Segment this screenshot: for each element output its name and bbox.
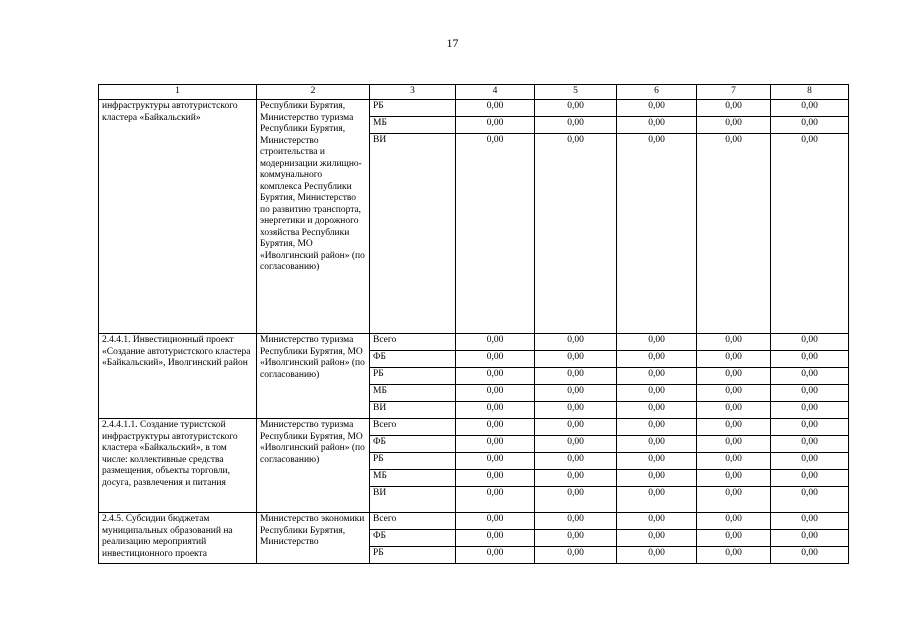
funding-source-cell: РБ [370, 100, 456, 117]
amount-cell: 0,00 [535, 100, 617, 117]
amount-cell: 0,00 [697, 100, 771, 117]
funding-source-cell: ФБ [370, 436, 456, 453]
amount-cell: 0,00 [456, 134, 535, 334]
amount-cell: 0,00 [771, 436, 849, 453]
column-header: 5 [535, 85, 617, 100]
amount-cell: 0,00 [771, 117, 849, 134]
responsible-executor-cell: Министерство туризма Республики Бурятия, МО «Иволгинский район» (по согласованию) [257, 419, 370, 513]
amount-cell: 0,00 [535, 487, 617, 513]
amount-cell: 0,00 [697, 385, 771, 402]
column-header: 7 [697, 85, 771, 100]
amount-cell: 0,00 [697, 513, 771, 530]
amount-cell: 0,00 [456, 530, 535, 547]
funding-source-cell: МБ [370, 385, 456, 402]
amount-cell: 0,00 [771, 334, 849, 351]
amount-cell: 0,00 [456, 351, 535, 368]
amount-cell: 0,00 [697, 547, 771, 564]
amount-cell: 0,00 [771, 419, 849, 436]
amount-cell: 0,00 [535, 453, 617, 470]
amount-cell: 0,00 [535, 530, 617, 547]
amount-cell: 0,00 [697, 487, 771, 513]
funding-source-cell: РБ [370, 547, 456, 564]
amount-cell: 0,00 [535, 436, 617, 453]
funding-source-cell: ВИ [370, 134, 456, 334]
amount-cell: 0,00 [535, 470, 617, 487]
funding-source-cell: Всего [370, 513, 456, 530]
column-header: 6 [617, 85, 697, 100]
amount-cell: 0,00 [697, 470, 771, 487]
measure-name-cell: 2.4.4.1.1. Создание туристской инфраструктуры автотуристского кластера «Байкальский», в том числе: коллективные средства размещения, объекты торговли, досуга, развлечения и питания [99, 419, 257, 513]
table-body [99, 100, 849, 564]
funding-source-cell: Всего [370, 334, 456, 351]
amount-cell: 0,00 [535, 134, 617, 334]
amount-cell: 0,00 [456, 470, 535, 487]
amount-cell: 0,00 [697, 402, 771, 419]
amount-cell: 0,00 [617, 100, 697, 117]
page-number: 17 [446, 36, 459, 50]
amount-cell: 0,00 [535, 402, 617, 419]
funding-source-cell: МБ [370, 117, 456, 134]
amount-cell: 0,00 [697, 134, 771, 334]
funding-source-cell: МБ [370, 470, 456, 487]
amount-cell: 0,00 [617, 436, 697, 453]
budget-table [98, 84, 849, 564]
amount-cell: 0,00 [771, 368, 849, 385]
funding-source-cell: ФБ [370, 530, 456, 547]
amount-cell: 0,00 [617, 351, 697, 368]
table-row [99, 513, 849, 530]
amount-cell: 0,00 [456, 453, 535, 470]
amount-cell: 0,00 [771, 487, 849, 513]
amount-cell: 0,00 [535, 351, 617, 368]
amount-cell: 0,00 [771, 385, 849, 402]
amount-cell: 0,00 [456, 419, 535, 436]
amount-cell: 0,00 [617, 513, 697, 530]
amount-cell: 0,00 [617, 547, 697, 564]
amount-cell: 0,00 [617, 530, 697, 547]
amount-cell: 0,00 [617, 470, 697, 487]
amount-cell: 0,00 [456, 117, 535, 134]
header-row [99, 85, 849, 100]
measure-name-cell: 2.4.4.1. Инвестиционный проект «Создание автотуристского кластера «Байкальский», Иволгинский район [99, 334, 257, 419]
amount-cell: 0,00 [771, 513, 849, 530]
funding-source-cell: ВИ [370, 487, 456, 513]
amount-cell: 0,00 [456, 402, 535, 419]
amount-cell: 0,00 [771, 470, 849, 487]
amount-cell: 0,00 [771, 100, 849, 117]
amount-cell: 0,00 [771, 134, 849, 334]
amount-cell: 0,00 [456, 334, 535, 351]
funding-source-cell: РБ [370, 368, 456, 385]
funding-source-cell: РБ [370, 453, 456, 470]
amount-cell: 0,00 [697, 453, 771, 470]
measure-name-cell: 2.4.5. Субсидии бюджетам муниципальных образований на реализацию мероприятий инвестиционного проекта [99, 513, 257, 564]
amount-cell: 0,00 [771, 351, 849, 368]
funding-source-cell: ФБ [370, 351, 456, 368]
column-header: 3 [370, 85, 456, 100]
amount-cell: 0,00 [697, 530, 771, 547]
column-header: 8 [771, 85, 849, 100]
amount-cell: 0,00 [617, 334, 697, 351]
amount-cell: 0,00 [771, 453, 849, 470]
amount-cell: 0,00 [617, 134, 697, 334]
amount-cell: 0,00 [697, 351, 771, 368]
amount-cell: 0,00 [617, 419, 697, 436]
amount-cell: 0,00 [771, 547, 849, 564]
amount-cell: 0,00 [456, 368, 535, 385]
responsible-executor-cell: Министерство туризма Республики Бурятия, МО «Иволгинский район» (по согласованию) [257, 334, 370, 419]
responsible-executor-cell: Республики Бурятия, Министерство туризма Республики Бурятия, Министерство строительства и модернизации жилищно-коммунального комплекса Республики Бурятия, Министерство по развитию транспорта, энергетики и дорожного хозяйства Республики Бурятия, МО «Иволгинский район» (по согласованию) [257, 100, 370, 334]
amount-cell: 0,00 [617, 368, 697, 385]
column-header: 4 [456, 85, 535, 100]
amount-cell: 0,00 [456, 513, 535, 530]
responsible-executor-cell: Министерство экономики Республики Бурятия, Министерство [257, 513, 370, 564]
amount-cell: 0,00 [617, 385, 697, 402]
amount-cell: 0,00 [535, 334, 617, 351]
amount-cell: 0,00 [697, 368, 771, 385]
amount-cell: 0,00 [456, 385, 535, 402]
amount-cell: 0,00 [456, 487, 535, 513]
table-row [99, 419, 849, 436]
amount-cell: 0,00 [771, 530, 849, 547]
amount-cell: 0,00 [617, 487, 697, 513]
amount-cell: 0,00 [697, 419, 771, 436]
amount-cell: 0,00 [535, 547, 617, 564]
amount-cell: 0,00 [535, 419, 617, 436]
amount-cell: 0,00 [617, 453, 697, 470]
amount-cell: 0,00 [535, 117, 617, 134]
amount-cell: 0,00 [771, 402, 849, 419]
amount-cell: 0,00 [456, 100, 535, 117]
amount-cell: 0,00 [617, 117, 697, 134]
funding-source-cell: Всего [370, 419, 456, 436]
amount-cell: 0,00 [535, 368, 617, 385]
amount-cell: 0,00 [456, 436, 535, 453]
table-row [99, 100, 849, 117]
column-header: 2 [257, 85, 370, 100]
column-header: 1 [99, 85, 257, 100]
funding-source-cell: ВИ [370, 402, 456, 419]
measure-name-cell: инфраструктуры автотуристского кластера «Байкальский» [99, 100, 257, 334]
amount-cell: 0,00 [535, 385, 617, 402]
amount-cell: 0,00 [697, 117, 771, 134]
amount-cell: 0,00 [697, 436, 771, 453]
amount-cell: 0,00 [535, 513, 617, 530]
amount-cell: 0,00 [697, 334, 771, 351]
amount-cell: 0,00 [617, 402, 697, 419]
table-row [99, 334, 849, 351]
amount-cell: 0,00 [456, 547, 535, 564]
